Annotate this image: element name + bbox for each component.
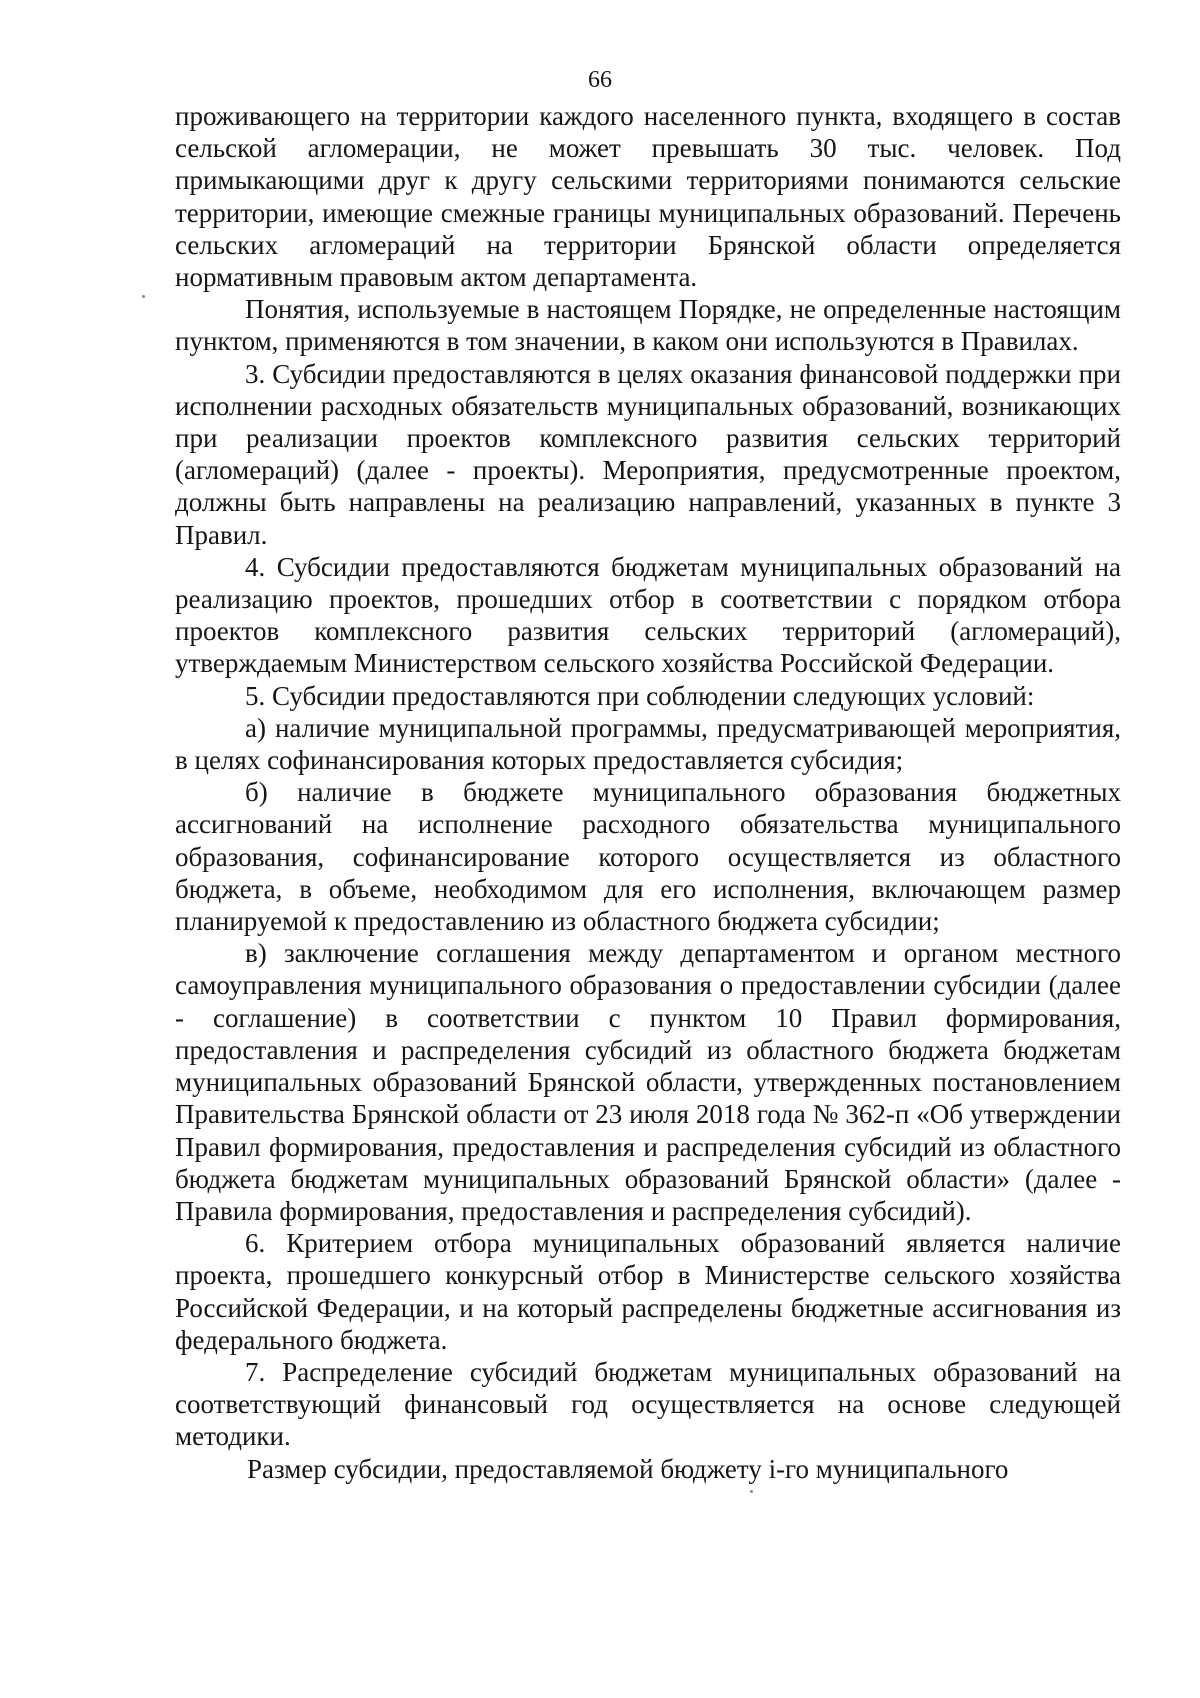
paragraph-item-5a: а) наличие муниципальной программы, предусматривающей мероприятия, в целях софинансирования которых предоставляется субсидия; (175, 712, 1121, 776)
paragraph-item-5: 5. Субсидии предоставляются при соблюдении следующих условий: (245, 680, 1035, 711)
scan-speck (142, 295, 145, 298)
scan-speck (750, 1490, 753, 1493)
paragraph-item-7: 7. Распределение субсидий бюджетам муниципальных образований на соответствующий финансовый год осуществляется на основе следующей методики. (175, 1356, 1121, 1452)
paragraph-agglomeration-definition: проживающего на территории каждого населенного пункта, входящего в состав сельской агломерации, не может превышать 30 тыс. человек. Под примыкающими друг к другу сельскими территориями понимаются сельские территории, имеющие смежные границы муниципальных образований. Перечень сельских агломераций на территории Брянской области определяется нормативным правовым актом департамента. (175, 101, 1121, 293)
document-body (175, 100, 1121, 1485)
paragraph-item-4: 4. Субсидии предоставляются бюджетам муниципальных образований на реализацию проектов, прошедших отбор в соответствии с порядком отбора проектов комплексного развития сельских территорий (агломераций), утверждаемым Министерством сельского хозяйства Российской Федерации. (175, 551, 1121, 679)
paragraph-item-6: 6. Критерием отбора муниципальных образований является наличие проекта, прошедшего конкурсный отбор в Министерстве сельского хозяйства Российской Федерации, и на который распределены бюджетные ассигнования из федерального бюджета. (175, 1228, 1121, 1355)
paragraph-terms: Понятия, используемые в настоящем Порядке, не определенные настоящим пунктом, применяются в том значении, в каком они используются в Правилах. (175, 294, 1121, 357)
paragraph-item-5c: в) заключение соглашения между департаментом и органом местного самоуправления муниципального образования о предоставлении субсидии (далее - соглашение) в соответствии с пунктом 10 Правил формирования, предоставления и распределения субсидий из областного бюджета бюджетам муниципальных образований Брянской области, утвержденных постановлением Правительства Брянской области от 23 июля 2018 года № 362-п «Об утверждении Правил формирования, предоставления и распределения субсидий из областного бюджета бюджетам муниципальных образований Брянской области» (далее - Правила формирования, предоставления и распределения субсидий). (175, 938, 1121, 1226)
paragraph-item-5b: б) наличие в бюджете муниципального образования бюджетных ассигнований на исполнение расходного обязательства муниципального образования, софинансирование которого осуществляется из областного бюджета, в объеме, необходимом для его исполнения, включающем размер планируемой к предоставлению из областного бюджета субсидии; (175, 777, 1121, 937)
paragraph-item-3: 3. Субсидии предоставляются в целях оказания финансовой поддержки при исполнении расходных обязательств муниципальных образований, возникающих при реализации проектов комплексного развития сельских территорий (агломераций) (далее - проекты). Мероприятия, предусмотренные проектом, должны быть направлены на реализацию направлений, указанных в пункте 3 Правил. (175, 358, 1121, 550)
page-number: 66 (588, 67, 612, 93)
paragraph-subsidy-size: Размер субсидии, предоставляемой бюджету i-го муниципального (247, 1453, 1009, 1484)
